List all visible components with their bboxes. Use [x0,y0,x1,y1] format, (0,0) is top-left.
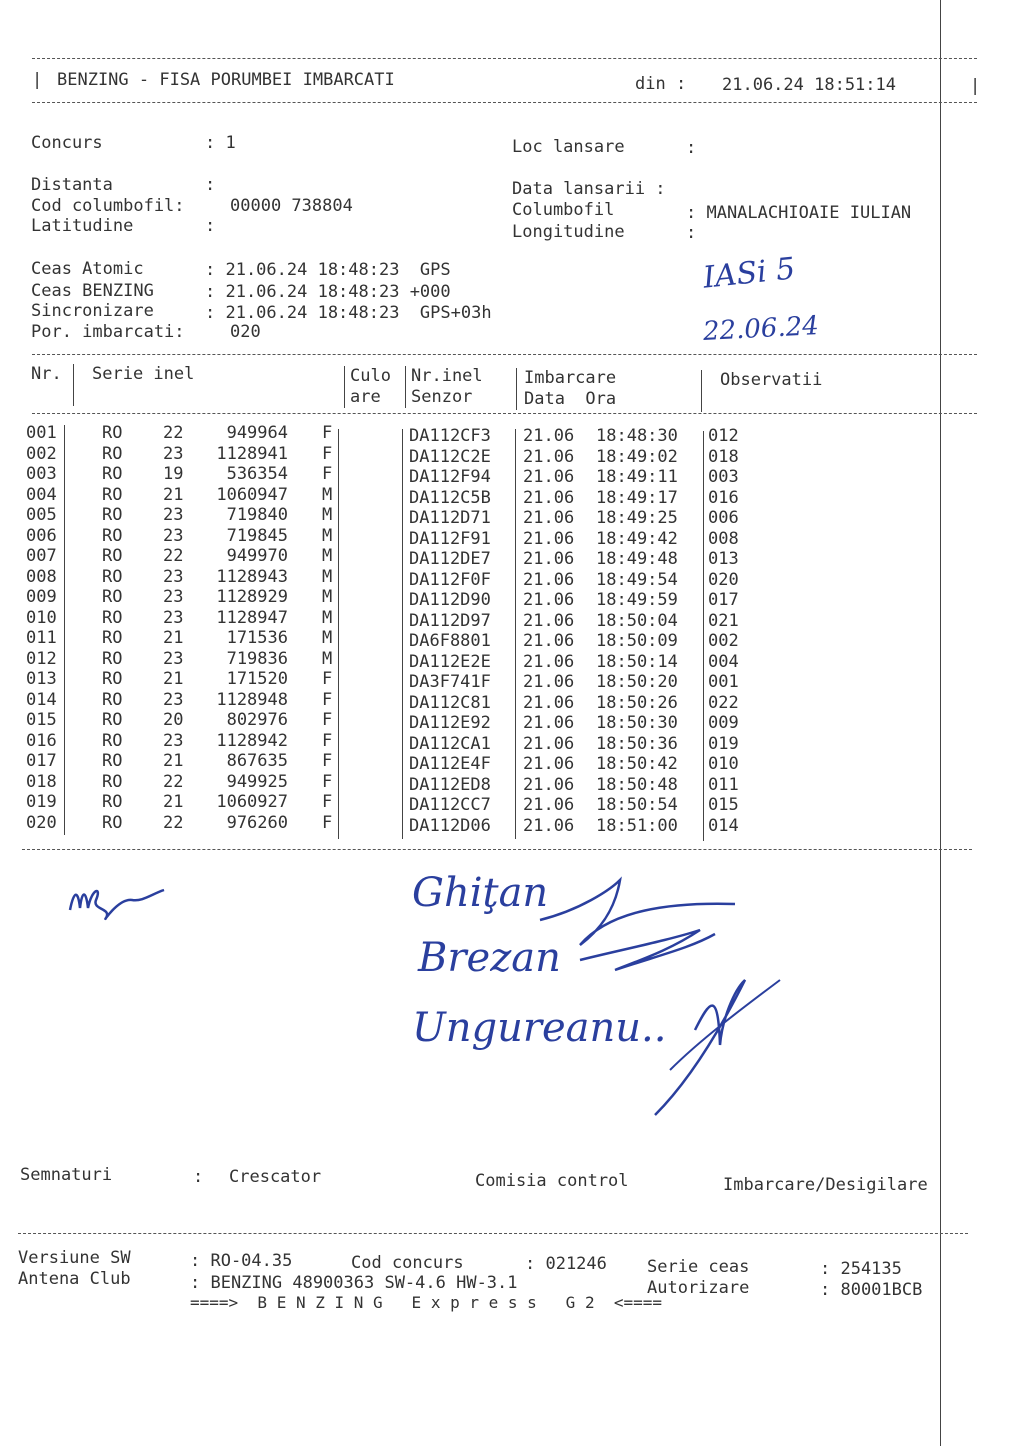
antena-club-label: Antena Club [18,1269,131,1289]
embark-time: 18:49:48 [596,549,678,569]
signature-name-3: Ungureanu.. [412,1005,667,1051]
ring-number: 171520 [226,669,288,689]
sensor-ring-id: DA112C2E [409,446,491,467]
ring-country: RO [102,423,123,443]
row-number: 012 [26,648,57,669]
embark-date: 21.06 [523,446,575,467]
col-divider [338,429,339,839]
ring-year: 23 [163,607,184,628]
embark-time: 18:49:25 [596,508,678,528]
ring-number: 1128947 [216,607,288,628]
header-pipe-right: | [970,76,981,96]
ring-country: RO [102,607,123,628]
sex: M [322,525,333,546]
concurs-value: : 1 [205,133,236,153]
separator [32,413,977,414]
concurs-label: Concurs [31,133,103,153]
ring-number: 536354 [226,464,288,484]
embark-time: 18:49:11 [596,467,678,487]
col-divider [64,425,65,835]
sex: M [322,607,333,628]
pigeon-table [0,425,960,845]
embark-date: 21.06 [523,467,575,487]
ring-country: RO [102,628,123,648]
observatii: 004 [708,651,739,672]
row-number: 018 [26,771,57,792]
observatii: 013 [708,549,739,569]
ring-number: 976260 [226,812,288,833]
serie-ceas-label: Serie ceas [647,1257,750,1277]
latitudine-label: Latitudine [31,216,134,236]
col-header-nr: Nr. [31,364,62,384]
observatii: 014 [708,815,739,836]
sex: F [322,812,333,833]
table-row [0,689,960,713]
col-divider [344,366,345,408]
row-number: 011 [26,628,57,648]
observatii: 019 [708,733,739,754]
col-header-imbarcare: Imbarcare [524,368,617,388]
observatii: 008 [708,528,739,549]
col-divider [515,429,516,839]
observatii: 020 [708,569,739,590]
observatii: 022 [708,692,739,713]
sex: M [322,484,333,505]
embark-date: 21.06 [523,549,575,569]
table-row [0,730,960,754]
embark-time: 18:50:26 [596,692,678,713]
col-divider [73,364,74,406]
sincronizare-label: Sincronizare [31,301,154,321]
crescator-label: Crescator [229,1167,322,1187]
row-number: 019 [26,792,57,812]
embark-time: 18:49:02 [596,446,678,467]
semnaturi-colon: : [193,1167,204,1187]
embark-date: 21.06 [523,426,575,446]
ring-number: 1060927 [216,792,288,812]
observatii: 017 [708,590,739,610]
sex: M [322,587,333,607]
ring-year: 21 [163,484,184,505]
col-header-data-ora: Data Ora [524,389,617,409]
loc-lansare-label: Loc lansare [512,137,625,157]
ring-number: 1128942 [216,730,288,751]
page-title: BENZING - FISA PORUMBEI IMBARCATI [57,70,395,90]
signature-initials [62,878,172,928]
ring-year: 21 [163,751,184,771]
table-row [0,648,960,672]
row-number: 013 [26,669,57,689]
sensor-ring-id: DA112F94 [409,467,491,487]
sensor-ring-id: DA112F91 [409,528,491,549]
row-number: 001 [26,423,57,443]
row-number: 005 [26,505,57,525]
embark-date: 21.06 [523,528,575,549]
ring-country: RO [102,546,123,566]
col-divider [405,366,406,408]
embark-date: 21.06 [523,610,575,631]
sensor-ring-id: DA112E92 [409,713,491,733]
sensor-ring-id: DA112CF3 [409,426,491,446]
ring-year: 22 [163,546,184,566]
embark-date: 21.06 [523,713,575,733]
sex: M [322,648,333,669]
row-number: 014 [26,689,57,710]
col-header-senzor: Senzor [411,387,473,407]
cod-columbofil-value: 00000 738804 [230,196,353,216]
sex: M [322,566,333,587]
sex: F [322,730,333,751]
sensor-ring-id: DA112C81 [409,692,491,713]
versiune-sw-value: : RO-04.35 [190,1251,293,1271]
sensor-ring-id: DA112CA1 [409,733,491,754]
table-row [0,566,960,590]
ring-year: 20 [163,710,184,730]
distanta-label: Distanta [31,175,113,195]
table-row [0,753,960,773]
ring-country: RO [102,751,123,771]
table-row [0,607,960,631]
data-lansarii-label: Data lansarii : [512,179,666,199]
distanta-value: : [205,175,216,195]
observatii: 015 [708,795,739,815]
sensor-ring-id: DA3F741F [409,672,491,692]
observatii: 009 [708,713,739,733]
observatii: 001 [708,672,739,692]
observatii: 003 [708,467,739,487]
sex: F [322,689,333,710]
sensor-ring-id: DA112E2E [409,651,491,672]
columbofil-label: Columbofil [512,200,615,220]
ring-year: 23 [163,648,184,669]
ceas-atomic-value: : 21.06.24 18:48:23 GPS [205,260,451,280]
ring-number: 719836 [226,648,288,669]
col-header-nr-inel: Nr.inel [411,366,483,386]
col-header-observatii: Observatii [720,370,823,390]
autorizare-label: Autorizare [647,1278,750,1298]
ring-country: RO [102,566,123,587]
columbofil-value: : MANALACHIOAIE IULIAN [686,203,912,223]
col-divider [516,368,517,410]
longitudine-label: Longitudine [512,222,625,242]
sensor-ring-id: DA112E4F [409,754,491,774]
ring-country: RO [102,689,123,710]
ceas-atomic-label: Ceas Atomic [31,259,144,279]
semnaturi-label: Semnaturi [20,1165,113,1185]
separator [22,849,972,850]
embark-date: 21.06 [523,651,575,672]
ring-number: 1128948 [216,689,288,710]
latitudine-value: : [205,216,216,236]
embark-time: 18:50:36 [596,733,678,754]
sensor-ring-id: DA112C5B [409,487,491,508]
ring-country: RO [102,464,123,484]
table-row [0,425,960,445]
sincronizare-value: : 21.06.24 18:48:23 GPS+03h [205,303,492,323]
sensor-ring-id: DA112ED8 [409,774,491,795]
ring-year: 23 [163,587,184,607]
observatii: 021 [708,610,739,631]
ring-year: 23 [163,730,184,751]
table-row [0,712,960,732]
ring-country: RO [102,771,123,792]
sex: F [322,464,333,484]
embark-date: 21.06 [523,672,575,692]
ring-number: 949925 [226,771,288,792]
ring-number: 171536 [226,628,288,648]
table-row [0,466,960,486]
sex: F [322,669,333,689]
autorizare-value: : 80001BCB [820,1280,923,1300]
table-row [0,548,960,568]
cod-concurs-label: Cod concurs [351,1253,464,1273]
sensor-ring-id: DA6F8801 [409,631,491,651]
ring-country: RO [102,812,123,833]
embark-time: 18:50:48 [596,774,678,795]
sensor-ring-id: DA112F0F [409,569,491,590]
sex: F [322,771,333,792]
ring-year: 23 [163,525,184,546]
embark-time: 18:50:42 [596,754,678,774]
table-row [0,630,960,650]
embark-time: 18:49:54 [596,569,678,590]
embark-date: 21.06 [523,754,575,774]
row-number: 008 [26,566,57,587]
embark-date: 21.06 [523,815,575,836]
benzing-express-banner: ====> B E N Z I N G E x p r e s s G 2 <==== [190,1293,663,1312]
comisia-control-label: Comisia control [475,1171,629,1191]
observatii: 012 [708,426,739,446]
ring-number: 1128941 [216,443,288,464]
separator [18,1233,968,1234]
col-divider [703,431,704,841]
ring-country: RO [102,792,123,812]
handwritten-date: 22.06.24 [702,310,820,348]
embark-time: 18:49:42 [596,528,678,549]
embark-date: 21.06 [523,631,575,651]
embark-time: 18:50:14 [596,651,678,672]
row-number: 015 [26,710,57,730]
observatii: 002 [708,631,739,651]
ring-country: RO [102,525,123,546]
ring-country: RO [102,505,123,525]
row-number: 017 [26,751,57,771]
header-pipe-left: | [32,70,43,90]
observatii: 010 [708,754,739,774]
embark-time: 18:50:30 [596,713,678,733]
table-row [0,812,960,836]
table-row [0,794,960,814]
embark-date: 21.06 [523,508,575,528]
serie-ceas-value: : 254135 [820,1259,902,1279]
observatii: 011 [708,774,739,795]
sensor-ring-id: DA112CC7 [409,795,491,815]
ring-year: 21 [163,628,184,648]
table-row [0,507,960,527]
embark-time: 18:50:09 [596,631,678,651]
ring-year: 22 [163,423,184,443]
embark-time: 18:49:59 [596,590,678,610]
ring-country: RO [102,587,123,607]
ring-year: 21 [163,669,184,689]
sex: F [322,792,333,812]
ring-number: 867635 [226,751,288,771]
handwritten-place: IASi 5 [701,251,797,296]
embark-date: 21.06 [523,774,575,795]
row-number: 016 [26,730,57,751]
loc-lansare-value: : [686,138,697,158]
signature-scribbles [520,870,790,1120]
col-header-culoare-2: are [350,387,381,407]
ring-country: RO [102,710,123,730]
row-number: 002 [26,443,57,464]
observatii: 006 [708,508,739,528]
table-row [0,671,960,691]
print-timestamp: 21.06.24 18:51:14 [722,75,896,95]
col-divider [402,429,403,839]
ring-number: 949970 [226,546,288,566]
sex: M [322,628,333,648]
sex: F [322,710,333,730]
ring-year: 21 [163,792,184,812]
sensor-ring-id: DA112D97 [409,610,491,631]
row-number: 010 [26,607,57,628]
porumbei-imbarcati-label: Por. imbarcati: [31,322,185,342]
sex: F [322,443,333,464]
embark-time: 18:50:54 [596,795,678,815]
table-row [0,525,960,549]
embark-time: 18:48:30 [596,426,678,446]
embark-date: 21.06 [523,487,575,508]
cod-columbofil-label: Cod columbofil: [31,196,185,216]
embark-date: 21.06 [523,733,575,754]
sex: F [322,423,333,443]
din-label: din : [635,74,687,94]
ring-number: 1128943 [216,566,288,587]
ring-number: 1060947 [216,484,288,505]
signature-name-1: Ghiţan [412,870,549,916]
sex: M [322,505,333,525]
embark-time: 18:50:20 [596,672,678,692]
row-number: 003 [26,464,57,484]
separator [32,354,977,355]
ring-country: RO [102,648,123,669]
table-row [0,443,960,467]
embark-time: 18:51:00 [596,815,678,836]
embark-time: 18:49:17 [596,487,678,508]
ring-year: 19 [163,464,184,484]
col-header-serie-inel: Serie inel [92,364,195,384]
ring-country: RO [102,730,123,751]
sensor-ring-id: DA112D71 [409,508,491,528]
versiune-sw-label: Versiune SW [18,1248,131,1268]
row-number: 009 [26,587,57,607]
antena-club-value: : BENZING 48900363 SW-4.6 HW-3.1 [190,1273,518,1293]
ring-year: 22 [163,812,184,833]
ring-year: 23 [163,443,184,464]
ring-year: 22 [163,771,184,792]
embark-time: 18:50:04 [596,610,678,631]
col-divider [701,370,702,412]
sensor-ring-id: DA112D06 [409,815,491,836]
table-row [0,771,960,795]
observatii: 016 [708,487,739,508]
table-row [0,589,960,609]
ring-year: 23 [163,505,184,525]
ring-year: 23 [163,566,184,587]
sensor-ring-id: DA112D90 [409,590,491,610]
ring-number: 949964 [226,423,288,443]
sex: F [322,751,333,771]
col-header-culoare: Culo [350,366,391,386]
row-number: 004 [26,484,57,505]
embark-date: 21.06 [523,569,575,590]
row-number: 007 [26,546,57,566]
row-number: 020 [26,812,57,833]
porumbei-imbarcati-value: 020 [230,322,261,342]
observatii: 018 [708,446,739,467]
longitudine-value: : [686,223,697,243]
table-row [0,484,960,508]
separator [32,102,977,103]
cod-concurs-value: : 021246 [525,1254,607,1274]
ring-number: 1128929 [216,587,288,607]
imbarcare-desigilare-label: Imbarcare/Desigilare [723,1175,928,1195]
embark-date: 21.06 [523,590,575,610]
ring-number: 719840 [226,505,288,525]
embark-date: 21.06 [523,692,575,713]
sensor-ring-id: DA112DE7 [409,549,491,569]
separator [32,58,977,59]
ring-year: 23 [163,689,184,710]
ring-country: RO [102,484,123,505]
ceas-benzing-value: : 21.06.24 18:48:23 +000 [205,282,451,302]
ring-number: 719845 [226,525,288,546]
embark-date: 21.06 [523,795,575,815]
row-number: 006 [26,525,57,546]
sex: M [322,546,333,566]
ring-country: RO [102,443,123,464]
ceas-benzing-label: Ceas BENZING [31,281,154,301]
ring-number: 802976 [226,710,288,730]
ring-country: RO [102,669,123,689]
signature-name-2: Brezan [418,935,561,981]
